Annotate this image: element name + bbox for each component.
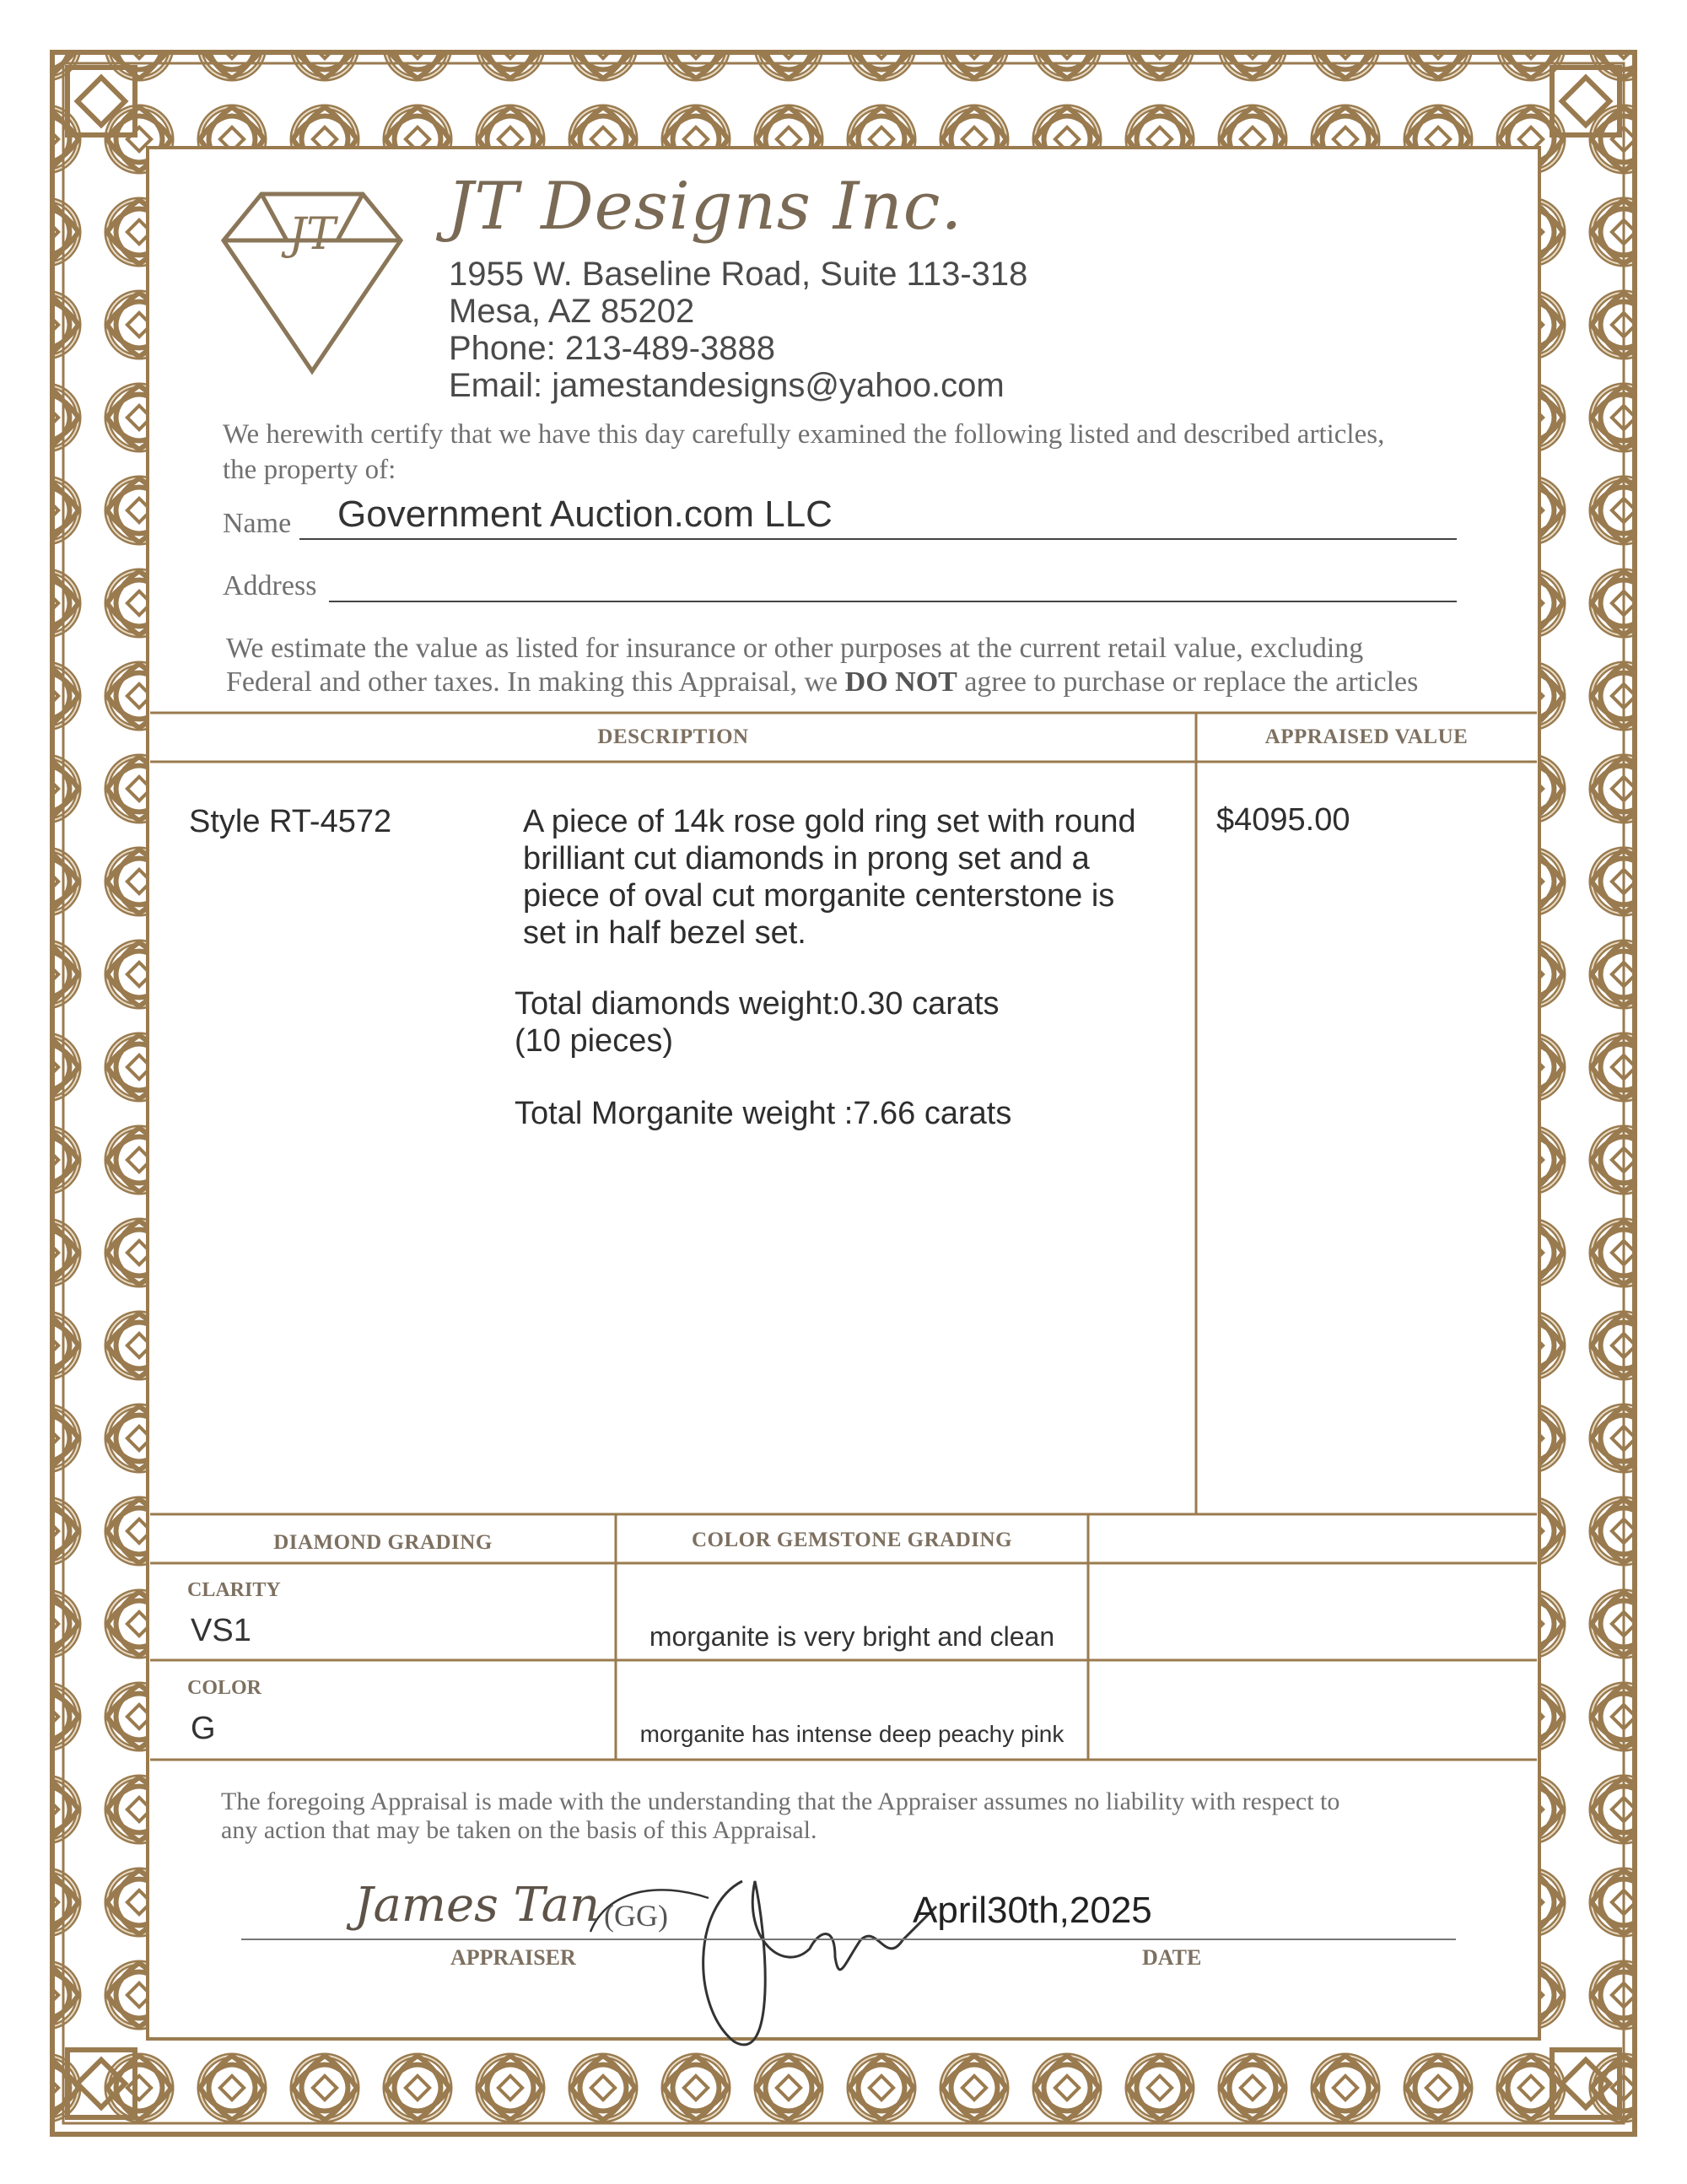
company-email: Email: jamestandesigns@yahoo.com (449, 367, 1005, 404)
date-label: DATE (1142, 1945, 1202, 1970)
diamond-weight-line1: Total diamonds weight:0.30 carats (515, 986, 1000, 1022)
disclaimer-line1: The foregoing Appraisal is made with the understanding that the Appraiser assumes no liability with respect to (221, 1788, 1340, 1815)
appraised-value-column-header: APPRAISED VALUE (1264, 725, 1469, 748)
certification-intro-line1: We herewith certify that we have this day carefully examined the following listed and described articles, (223, 419, 1385, 450)
color-value: G (191, 1711, 216, 1746)
company-phone: Phone: 213-489-3888 (449, 330, 775, 367)
estimate-line2 (226, 665, 1418, 700)
do-not-emphasis: DO NOT (844, 666, 957, 698)
description-line1: A piece of 14k rose gold ring set with round (523, 804, 1136, 839)
appraiser-credential: (GG) (604, 1899, 668, 1933)
company-address-line1: 1955 W. Baseline Road, Suite 113-318 (449, 256, 1028, 293)
style-number: Style RT-4572 (189, 804, 392, 839)
estimate-line2-part-a: Federal and other taxes. In making this Appraisal, we (226, 666, 845, 698)
appraiser-name: James Tan (354, 1878, 601, 1933)
signature-date: April30th,2025 (913, 1890, 1152, 1931)
morganite-weight: Total Morganite weight :7.66 carats (515, 1096, 1012, 1131)
logo-monogram: JT (288, 209, 336, 260)
description-line3: piece of oval cut morganite centerstone is (523, 878, 1115, 914)
disclaimer-line2: any action that may be taken on the basis of this Appraisal. (221, 1816, 817, 1844)
appraiser-label: APPRAISER (450, 1945, 576, 1970)
description-column-header: DESCRIPTION (597, 725, 749, 748)
clarity-label: CLARITY (187, 1579, 281, 1601)
gemstone-color-note: morganite has intense deep peachy pink (639, 1721, 1064, 1747)
company-address-line2: Mesa, AZ 85202 (449, 293, 695, 330)
company-name: JT Designs Inc. (447, 169, 963, 245)
certification-intro-line2: the property of: (223, 455, 396, 485)
gemstone-clarity-note: morganite is very bright and clean (649, 1621, 1055, 1652)
name-label: Name (223, 508, 292, 539)
appraised-value: $4095.00 (1216, 802, 1350, 838)
description-line4: set in half bezel set. (523, 915, 806, 951)
clarity-value: VS1 (191, 1613, 251, 1648)
diamond-grading-header: DIAMOND GRADING (273, 1531, 493, 1554)
color-label: COLOR (187, 1677, 262, 1699)
color-gemstone-grading-header: COLOR GEMSTONE GRADING (691, 1529, 1013, 1551)
estimate-line2-part-c: agree to purchase or replace the articles (957, 666, 1419, 698)
address-label: Address (223, 570, 317, 601)
description-line2: brilliant cut diamonds in prong set and a (523, 841, 1090, 876)
estimate-line1: We estimate the value as listed for insurance or other purposes at the current retail value, excluding (226, 633, 1364, 664)
diamond-weight-line2: (10 pieces) (515, 1023, 673, 1059)
name-value: Government Auction.com LLC (337, 493, 833, 535)
